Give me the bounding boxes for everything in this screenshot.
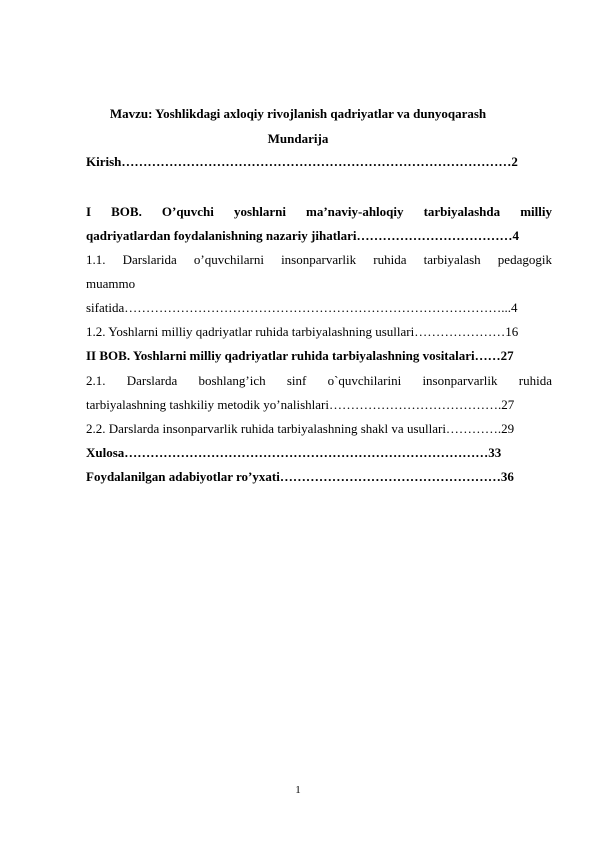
document-title: Mavzu: Yoshlikdagi axloqiy rivojlanish qadriyatlar va dunyoqarash	[109, 106, 487, 121]
toc-word: ruhida	[518, 373, 552, 388]
toc-word: tarbiyalashda	[423, 204, 501, 219]
toc-entry-xulosa: Xulosa…………………………………………………………………………33	[86, 445, 502, 460]
toc-word: BOB.	[111, 204, 142, 219]
toc-entry-chapter2: II BOB. Yoshlarni milliy qadriyatlar ruhida tarbiyalashning vositalari……27	[86, 348, 514, 363]
toc-word: o`quvchilarini	[327, 373, 402, 388]
toc-word: pedagogik	[497, 252, 552, 267]
toc-word: Darslarida	[122, 252, 177, 267]
toc-word: yoshlarni	[233, 204, 286, 219]
toc-word: sinf	[286, 373, 307, 388]
toc-entry-section-2-2: 2.2. Darslarda insonparvarlik ruhida tarbiyalashning shakl va usullari………….29	[86, 421, 515, 436]
toc-word: ma’naviy-ahloqiy	[306, 204, 404, 219]
toc-entry-chapter1-line1	[86, 204, 552, 220]
toc-heading: Mundarija	[267, 131, 329, 146]
toc-word: tarbiyalash	[423, 252, 481, 267]
toc-entry-section-2-1-line2: tarbiyalashning tashkiliy metodik yo’nalishlari………………………………….27	[86, 397, 515, 412]
toc-entry-chapter1-line2: qadriyatlardan foydalanishning nazariy jihatlari………………………………4	[86, 228, 520, 243]
toc-word: 1.1.	[86, 252, 106, 267]
toc-entry-section-2-1-line1	[86, 373, 552, 389]
toc-word: insonparvarlik	[281, 252, 357, 267]
toc-entry-section-1-2: 1.2. Yoshlarni milliy qadriyatlar ruhida tarbiyalashning usullari…………………16	[86, 324, 519, 339]
toc-word: Darslarda	[126, 373, 178, 388]
toc-entry-bibliography: Foydalanilgan adabiyotlar ro’yxati……………………………………………36	[86, 469, 514, 484]
toc-word: O’quvchi	[161, 204, 214, 219]
toc-entry-kirish: Kirish………………………………………………………………………………2	[86, 154, 518, 169]
toc-word: boshlang’ich	[198, 373, 266, 388]
toc-word: milliy	[520, 204, 552, 219]
toc-entry-section-1-1-line2: muammo	[86, 276, 136, 291]
toc-word: 2.1.	[86, 373, 106, 388]
page-number: 1	[295, 784, 301, 796]
toc-entry-section-1-1-line1	[86, 252, 552, 268]
toc-word: o’quvchilarni	[193, 252, 264, 267]
toc-word: ruhida	[373, 252, 407, 267]
toc-entry-section-1-1-line3: sifatida……………………………………………………………………………...4	[86, 300, 518, 315]
toc-word: I	[86, 204, 92, 219]
toc-word: insonparvarlik	[422, 373, 498, 388]
